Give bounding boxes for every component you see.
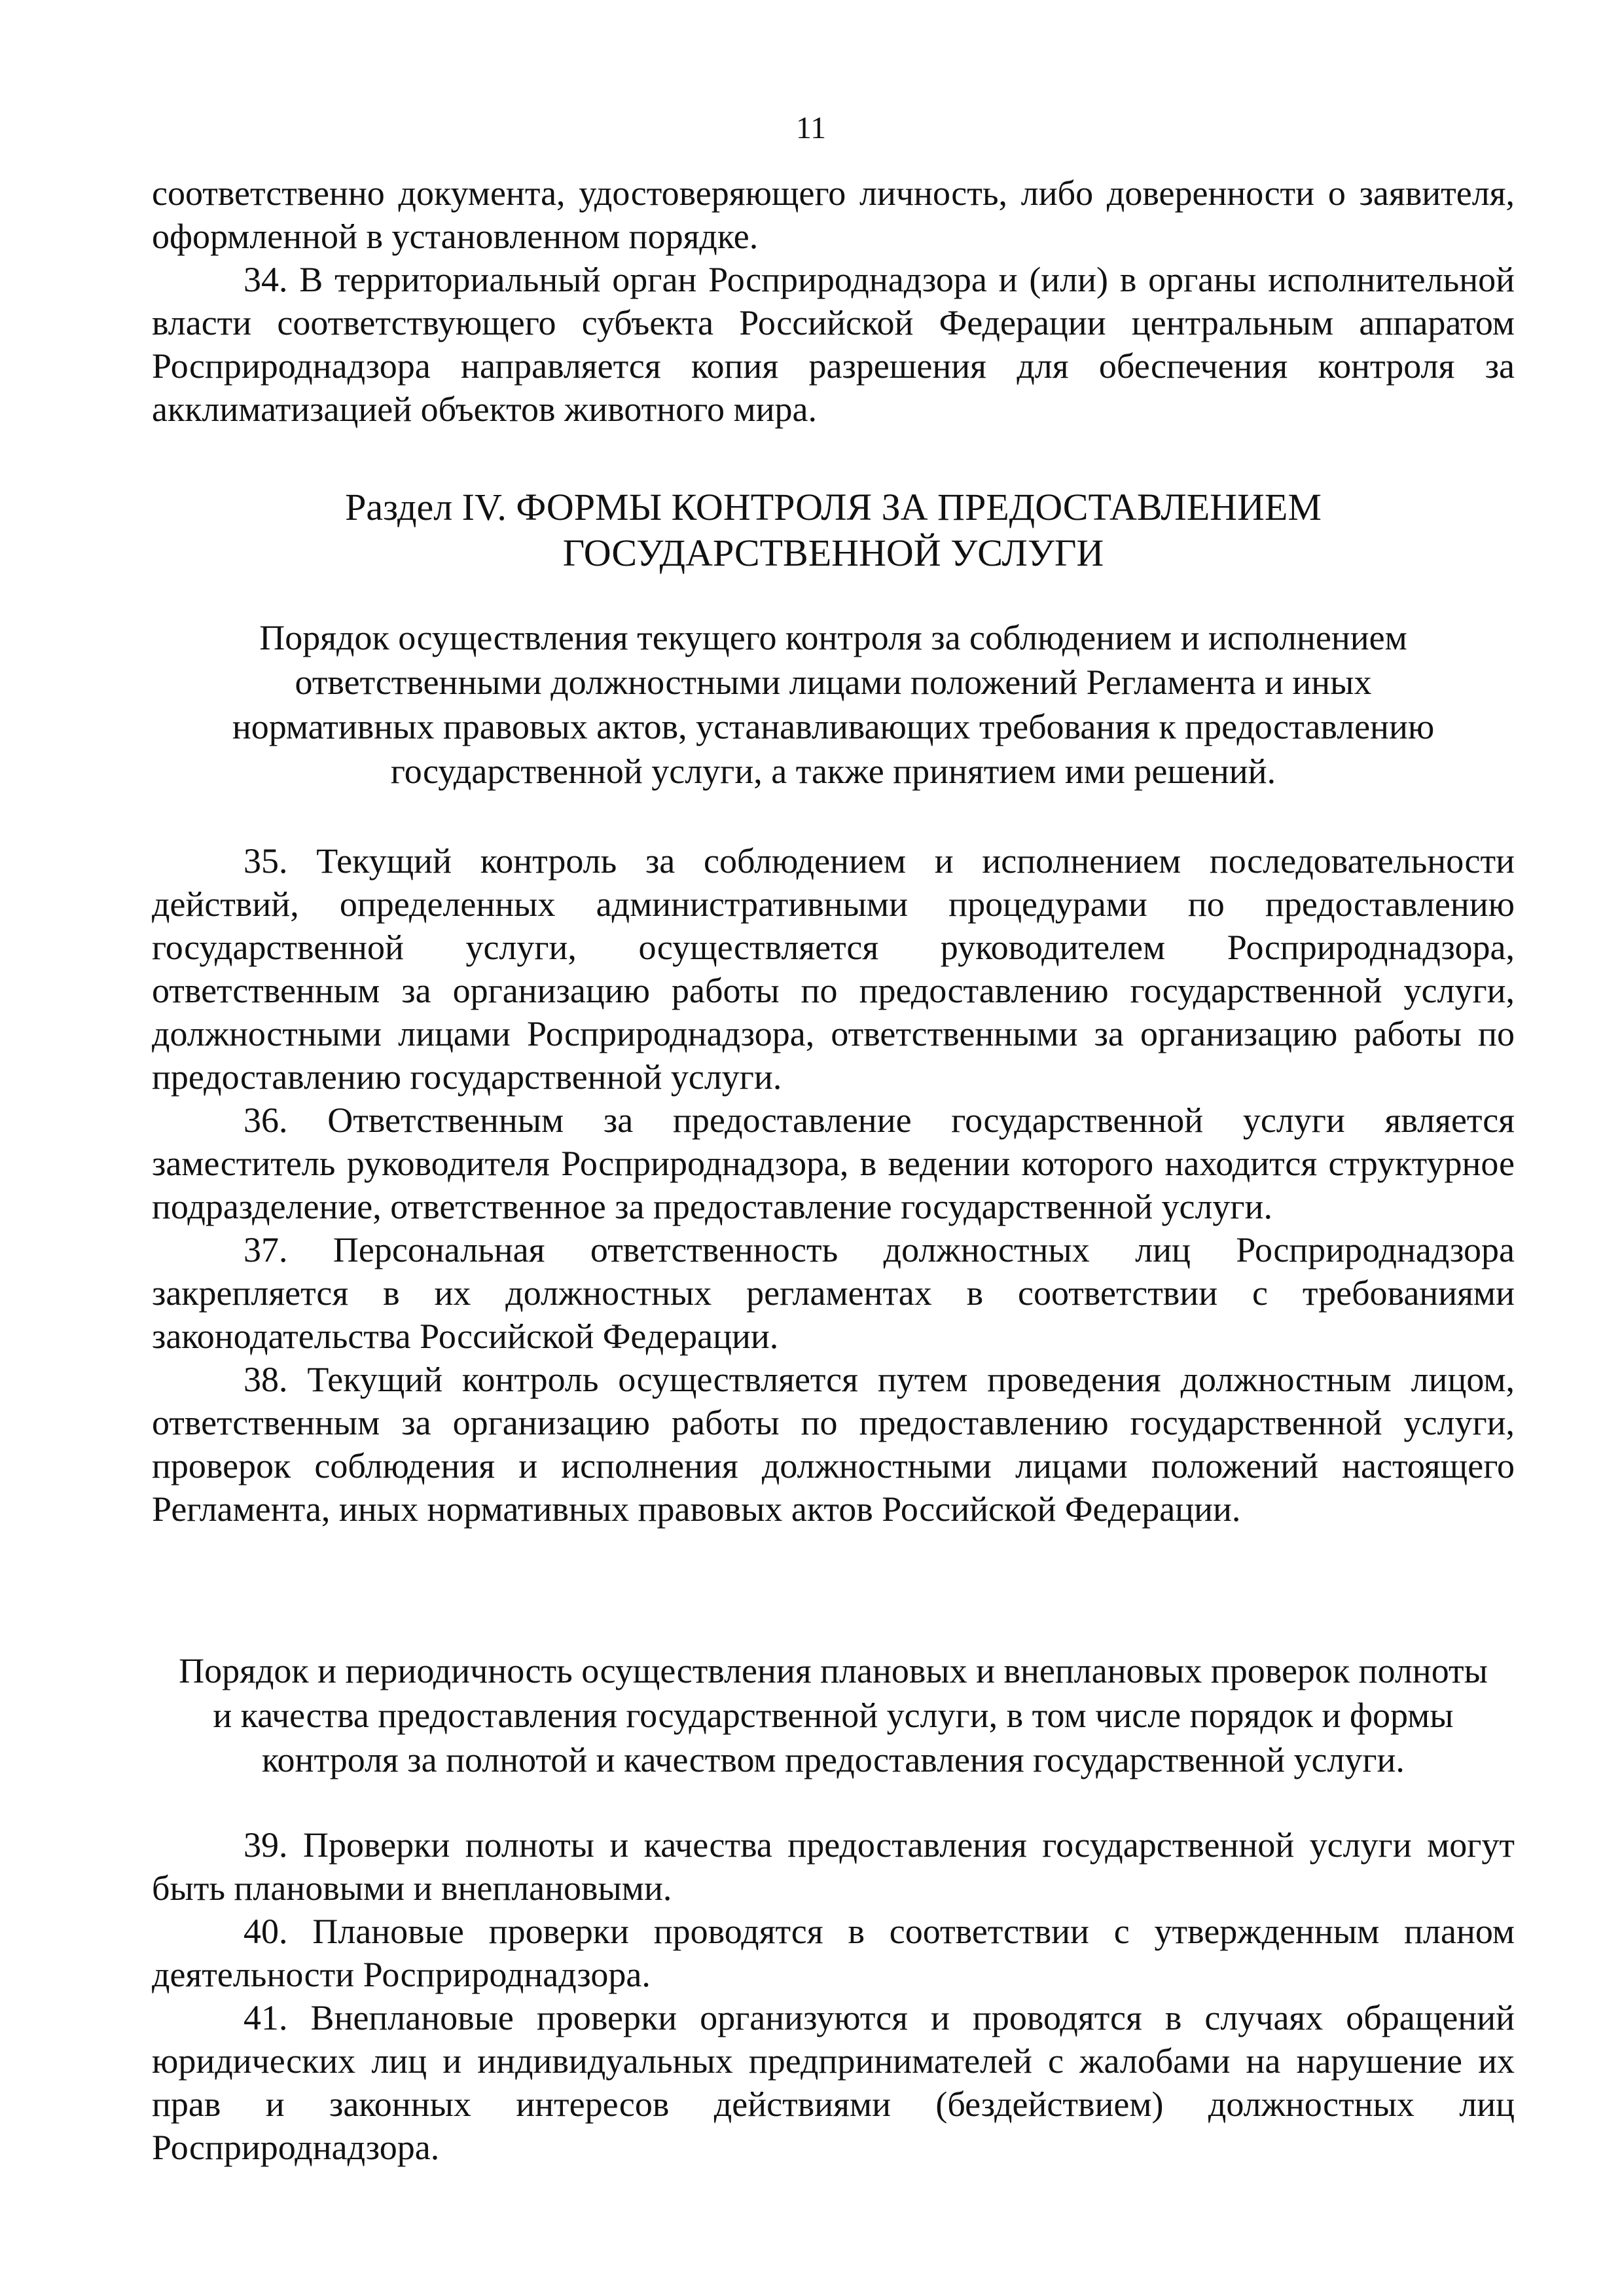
paragraph-38: 38. Текущий контроль осуществляется путем проведения должностным лицом, ответственным за организацию работы по предоставлению государственной услуги, проверок соблюдения и исполнения должностными лицами положений настоящего Регламента, иных нормативных правовых актов Российской Федерации. — [152, 1360, 1515, 1529]
text-block-2 — [152, 839, 1515, 1531]
text-block-3 — [152, 1823, 1515, 2169]
paragraph-36: 36. Ответственным за предоставление государственной услуги является заместитель руководителя Росприроднадзора, в ведении которого находится структурное подразделение, ответственное за предоставление государственной услуги. — [152, 1101, 1515, 1226]
section-title-line-2: ГОСУДАРСТВЕННОЙ УСЛУГИ — [562, 532, 1104, 574]
page-number: 11 — [795, 111, 827, 145]
subheading-current-control: Порядок осуществления текущего контроля за соблюдением и исполнением ответственными должностными лицами положений Регламента и иных нормативных правовых актов, устанавливающих требования к предоставлению государственной услуги, а также принятием ими решений. — [232, 618, 1435, 791]
paragraph-41: 41. Внеплановые проверки организуются и проводятся в случаях обращений юридических лиц и индивидуальных предпринимателей с жалобами на нарушение их прав и законных интересов действиями (бездействием) должностных лиц Росприроднадзора. — [152, 1998, 1515, 2167]
paragraph-continuation: соответственно документа, удостоверяющего личность, либо доверенности о заявителя, оформленной в установленном порядке. — [152, 173, 1515, 256]
section-title-line-1: Раздел IV. ФОРМЫ КОНТРОЛЯ ЗА ПРЕДОСТАВЛЕНИЕМ — [345, 486, 1322, 528]
paragraph-37: 37. Персональная ответственность должностных лиц Росприроднадзора закрепляется в их должностных регламентах в соответствии с требованиями законодательства Российской Федерации. — [152, 1230, 1515, 1356]
paragraph-34: 34. В территориальный орган Росприроднадзора и (или) в органы исполнительной власти соответствующего субъекта Российской Федерации центральным аппаратом Росприроднадзора направляется копия разрешения для обеспечения контроля за акклиматизацией объектов животного мира. — [152, 260, 1515, 429]
paragraph-39: 39. Проверки полноты и качества предоставления государственной услуги могут быть плановыми и внеплановыми. — [152, 1825, 1515, 1908]
subheading-inspections: Порядок и периодичность осуществления плановых и внеплановых проверок полноты и качества предоставления государственной услуги, в том числе порядок и формы контроля за полнотой и качеством предоставления государственной услуги. — [179, 1651, 1488, 1779]
paragraph-40: 40. Плановые проверки проводятся в соответствии с утвержденным планом деятельности Росприроднадзора. — [152, 1912, 1515, 1994]
text-block-1 — [152, 172, 1515, 431]
paragraph-35: 35. Текущий контроль за соблюдением и исполнением последовательности действий, определенных административными процедурами по предоставлению государственной услуги, осуществляется руководителем Росприроднадзора, ответственным за организацию работы по предоставлению государственной услуги, должностными лицами Росприроднадзора, ответственными за организацию работы по предоставлению государственной услуги. — [152, 841, 1515, 1097]
section-title — [152, 484, 1515, 576]
